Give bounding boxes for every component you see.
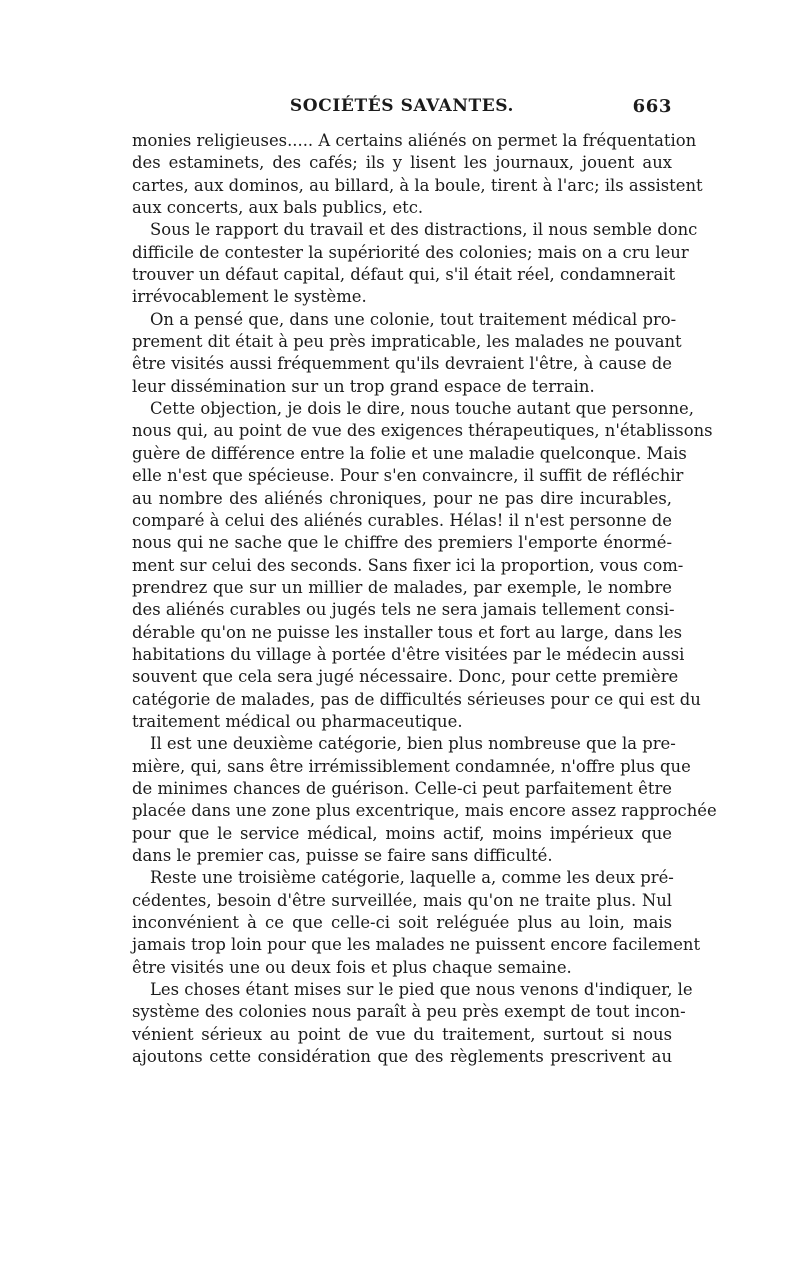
text-line: dérable qu'on ne puisse les installer tous et fort au large, dans les <box>132 622 682 642</box>
text-line: On a pensé que, dans une colonie, tout traitement médical pro- <box>150 309 677 329</box>
text-line: Les choses étant mises sur le pied que nous venons d'indiquer, le <box>150 980 693 1000</box>
text-line: irrévocablement le système. <box>132 287 367 307</box>
text-line: être visités aussi fréquemment qu'ils devraient l'être, à cause de <box>132 354 672 374</box>
text-line: traitement médical ou pharmaceutique. <box>132 711 463 731</box>
text-line: prement dit était à peu près impraticable, les malades ne pouvant <box>132 332 682 352</box>
page-number: 663 <box>632 96 672 117</box>
text-line: Reste une troisième catégorie, laquelle a, comme les deux pré- <box>150 868 674 888</box>
text-line: souvent que cela sera jugé nécessaire. Donc, pour cette première <box>132 667 679 687</box>
text-line: pour que le service médical, moins actif, moins impérieux que <box>132 823 672 843</box>
text-line: monies religieuses..... A certains aliénés on permet la fréquentation <box>132 131 697 150</box>
text-line: vénient sérieux au point de vue du traitement, surtout si nous <box>132 1024 672 1044</box>
text-line: ajoutons cette considération que des règlements prescrivent au <box>132 1047 672 1067</box>
text-line: ment sur celui des seconds. Sans fixer ici la proportion, vous com- <box>132 555 684 575</box>
text-line: système des colonies nous paraît à peu près exempt de tout incon- <box>132 1002 686 1022</box>
text-line: des estaminets, des cafés; ils y lisent les journaux, jouent aux <box>132 153 672 173</box>
text-line: Il est une deuxième catégorie, bien plus nombreuse que la pre- <box>150 734 676 754</box>
text-line: guère de différence entre la folie et une maladie quelconque. Mais <box>132 443 687 463</box>
body-text <box>132 130 717 1068</box>
text-line: catégorie de malades, pas de difficultés sérieuses pour ce qui est du <box>132 689 701 709</box>
text-line: placée dans une zone plus excentrique, mais encore assez rapprochée <box>132 801 717 821</box>
text-line: mière, qui, sans être irrémissiblement condamnée, n'offre plus que <box>132 756 691 776</box>
text-line: dans le premier cas, puisse se faire sans difficulté. <box>132 846 553 865</box>
text-line: prendrez que sur un millier de malades, par exemple, le nombre <box>132 577 672 597</box>
text-line: être visités une ou deux fois et plus chaque semaine. <box>132 957 572 977</box>
text-line: elle n'est que spécieuse. Pour s'en convaincre, il suffit de réfléchir <box>132 466 684 486</box>
running-head <box>132 96 672 122</box>
text-line: jamais trop loin pour que les malades ne puissent encore facilement <box>132 935 701 955</box>
text-line: difficile de contester la supériorité des colonies; mais on a cru leur <box>132 242 689 262</box>
text-line: cartes, aux dominos, au billard, à la boule, tirent à l'arc; ils assistent <box>132 175 703 195</box>
running-title: SOCIÉTÉS SAVANTES. <box>289 96 515 116</box>
text-line: leur dissémination sur un trop grand espace de terrain. <box>132 376 595 396</box>
text-line: nous qui ne sache que le chiffre des premiers l'emporte énormé- <box>132 533 672 553</box>
text-line: trouver un défaut capital, défaut qui, s'il était réel, condamnerait <box>132 265 676 285</box>
text-line: nous qui, au point de vue des exigences thérapeutiques, n'établissons <box>132 421 713 441</box>
text-line: de minimes chances de guérison. Celle-ci peut parfaitement être <box>132 778 672 798</box>
text-line: Sous le rapport du travail et des distractions, il nous semble donc <box>150 220 698 240</box>
text-line: des aliénés curables ou jugés tels ne sera jamais tellement consi- <box>132 600 675 620</box>
text-line: au nombre des aliénés chroniques, pour ne pas dire incurables, <box>132 488 672 508</box>
text-line: habitations du village à portée d'être visitées par le médecin aussi <box>132 644 685 664</box>
text-line: Cette objection, je dois le dire, nous touche autant que personne, <box>150 399 694 419</box>
text-line: comparé à celui des aliénés curables. Hélas! il n'est personne de <box>132 510 672 530</box>
text-line: aux concerts, aux bals publics, etc. <box>132 198 424 218</box>
text-line: inconvénient à ce que celle-ci soit reléguée plus au loin, mais <box>132 913 672 933</box>
text-line: cédentes, besoin d'être surveillée, mais qu'on ne traite plus. Nul <box>132 890 672 910</box>
